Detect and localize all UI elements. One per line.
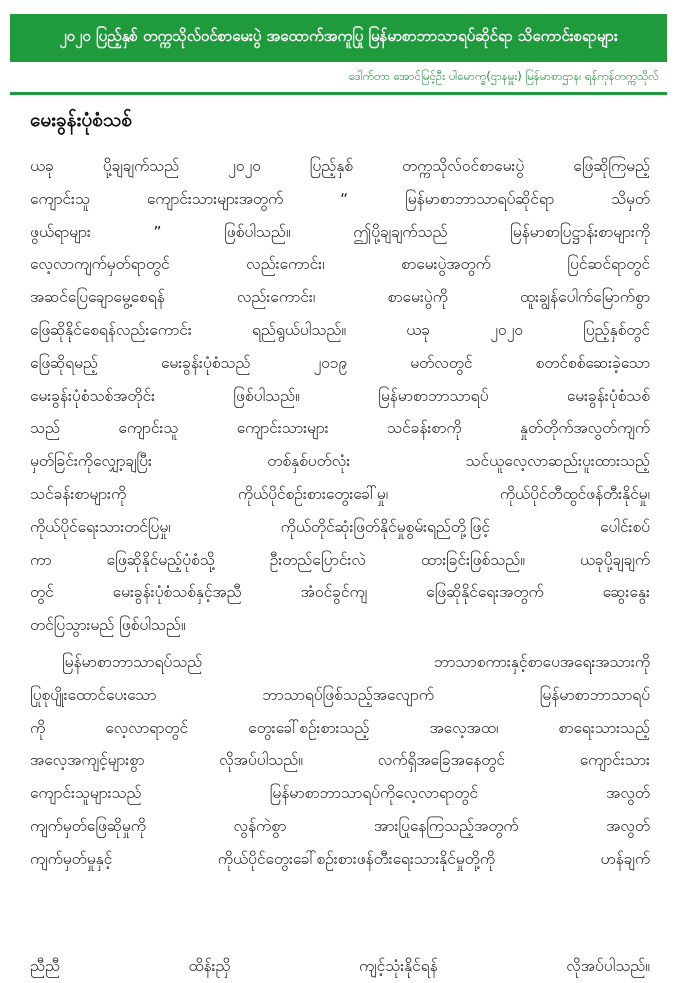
text-line: လေ့လာကျက်မှတ်ရာတွင် လည်းကောင်း၊ စာမေးပွဲအတွက် ပြင်ဆင်ရာတွင် [30,255,650,274]
text-line: သင်ခန်းစာများကို ကိုယ်ပိုင်စဉ်းစားတွေးခေါ်မှု၊ ကိုယ်ပိုင်တီထွင်ဖန်တီးနိုင်မှု၊ [30,484,650,503]
text-line: ကျက်မှတ်မှုနှင့် ကိုယ်ပိုင်တွေးခေါ်စဉ်းစားဖန်တီးရေးသားနိုင်မှုတို့ကို ဟန်ချက် [30,849,650,868]
text-line: မြန်မာစာဘာသာရပ်သည် ဘာသာစကားနှင့်စာပေအရေးအသားကို [62,652,650,671]
text-line: သည် ကျောင်းသူ ကျောင်းသားများ သင်ခန်းစာကို နှုတ်တိုက်အလွတ်ကျက် [30,419,650,438]
text-line: ကျောင်းသူ ကျောင်းသားများအတွက် “ မြန်မာစာဘာသာရပ်ဆိုင်ရာ သိမှတ် [30,189,650,208]
text-line: ညီညီ ထိန်းညှိ ကျင့်သုံးနိုင်ရန် လိုအပ်ပါသည်။ [30,957,650,975]
page-title: ၂၀၂၀ ပြည့်နှစ် တက္ကသိုလ်ဝင်စာမေးပွဲ အထောက်အကူပြု မြန်မာစာဘာသာရပ်ဆိုင်ရာ သိကောင်းစရာများ [10,14,667,62]
author-byline: ဒေါက်တာ အောင်မြင့်ဦး ပါမောက္ခ(ဌာနမှူး) မြန်မာစာဌာန၊ ရန်ကုန်တက္ကသိုလ် [348,69,659,83]
text-line: ကို လေ့လာရာတွင် တွေးခေါ်စဉ်းစားသည့် အလေ့အထ၊ စာရေးသားသည့် [30,718,650,737]
text-line: တင်ပြသွားမည် ဖြစ်ပါသည်။ [30,616,186,635]
article-body [30,150,650,876]
section-heading: မေးခွန်းပုံစံသစ် [30,109,132,131]
text-line: ဖြေဆိုနိုင်စေရန်လည်းကောင်း ရည်ရွယ်ပါသည်။ ယခု ၂၀၂၀ ပြည့်နှစ်တွင် [30,320,650,339]
text-line: ပြုစုပျိုးထောင်ပေးသော ဘာသာရပ်ဖြစ်သည့်အလျောက် မြန်မာစာဘာသာရပ် [30,685,650,704]
cutoff-text-line [30,950,650,975]
text-line: တွင် မေးခွန်းပုံစံသစ်နှင့်အညီ အံဝင်ခွင်ကျ ဖြေဆိုနိုင်ရေးအတွက် ဆွေးနွေး [30,583,650,602]
page-header [10,14,667,96]
text-line: ယခု ပို့ချချက်သည် ၂၀၂၀ ပြည့်နှစ် တက္ကသိုလ်ဝင်စာမေးပွဲ ဖြေဆိုကြမည့် [30,157,650,175]
paragraph [30,646,650,876]
text-line: မှတ်ခြင်းကိုလျှော့ချပြီး တစ်နှစ်ပတ်လုံး သင်ယူလေ့လာဆည်းပူးထားသည့် [30,452,650,471]
text-line: ကိုယ်ပိုင်ရေးသားတင်ပြမှု၊ ကိုယ်တိုင်ဆုံးဖြတ်နိုင်မှုစွမ်းရည်တို့ဖြင့် ပေါင်းစပ် [30,517,650,536]
paragraph [30,150,650,642]
text-line: အလေ့အကျင့်များစွာ လိုအပ်ပါသည်။ လက်ရှိအခြေအနေတွင် ကျောင်းသား [30,751,650,770]
header-divider [10,92,667,95]
text-line: ဖြေဆိုရမည့် မေးခွန်းပုံစံသည် ၂၀၁၉ မတ်လတွင် စတင်စစ်ဆေးခဲ့သော [30,353,650,372]
text-line: ကာ ဖြေဆိုနိုင်မည့်ပုံစံသို့ ဦးတည်ပြောင်းလဲ ထားခြင်းဖြစ်သည်။ ယခုပို့ချချက် [30,550,650,569]
text-line: ကျောင်းသူများသည် မြန်မာစာဘာသာရပ်ကိုလေ့လာရာတွင် အလွတ် [30,784,650,803]
text-line: ကျက်မှတ်ဖြေဆိုမှုကို လွန်ကဲစွာ အားပြုနေကြသည့်အတွက် အလွတ် [30,816,650,835]
text-line: အဆင်ပြေချောမွေ့စေရန် လည်းကောင်း၊ စာမေးပွဲကို ထူးချွန်ပေါက်မြောက်စွာ [30,288,650,307]
text-line: ဖွယ်ရာများ ” ဖြစ်ပါသည်။ ဤပို့ချချက်သည် မြန်မာစာပြဋ္ဌာန်းစာများကို [30,222,650,241]
text-line: မေးခွန်းပုံစံသစ်အတိုင်း ဖြစ်ပါသည်။ မြန်မာစာဘာသာရပ် မေးခွန်းပုံစံသစ် [30,386,650,405]
